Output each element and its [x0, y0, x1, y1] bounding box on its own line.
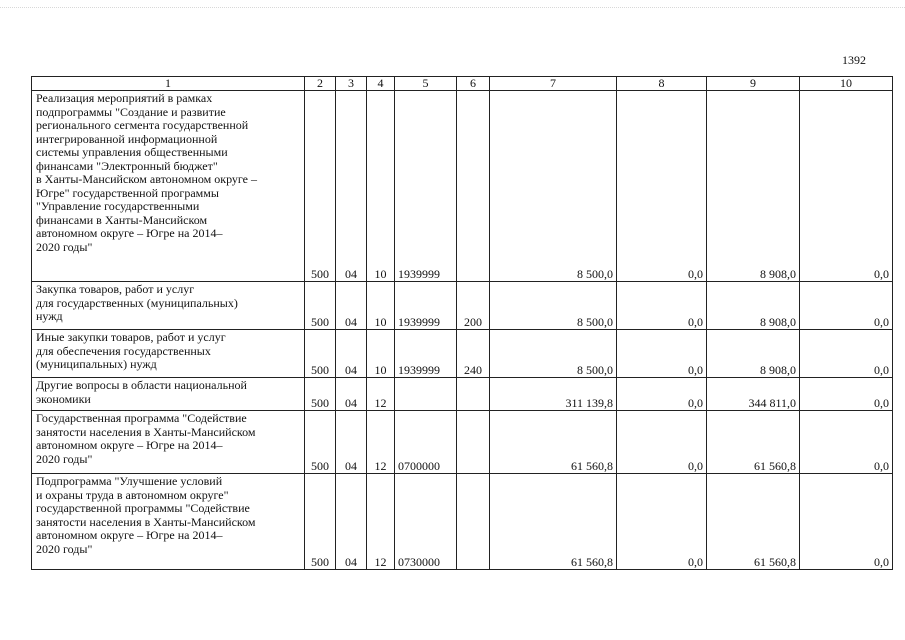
cell-c6 — [457, 378, 490, 411]
table-row — [32, 282, 893, 330]
column-header: 9 — [707, 77, 800, 91]
cell-c5: 1939999 — [395, 91, 457, 282]
cell-c4: 12 — [367, 411, 395, 474]
column-header: 3 — [336, 77, 367, 91]
cell-c9: 8 908,0 — [707, 91, 800, 282]
table-row — [32, 378, 893, 411]
column-header: 8 — [617, 77, 707, 91]
table-row — [32, 91, 893, 282]
cell-c9: 344 811,0 — [707, 378, 800, 411]
cell-c10: 0,0 — [800, 474, 893, 570]
cell-c2: 500 — [305, 91, 336, 282]
table-row — [32, 411, 893, 474]
cell-c7: 311 139,8 — [490, 378, 617, 411]
cell-c6: 240 — [457, 330, 490, 378]
cell-c5: 1939999 — [395, 330, 457, 378]
cell-c4: 12 — [367, 474, 395, 570]
cell-c6: 200 — [457, 282, 490, 330]
cell-c8: 0,0 — [617, 91, 707, 282]
cell-c8: 0,0 — [617, 378, 707, 411]
column-header: 1 — [32, 77, 305, 91]
cell-c5: 0730000 — [395, 474, 457, 570]
cell-c5: 0700000 — [395, 411, 457, 474]
column-header: 10 — [800, 77, 893, 91]
cell-c7: 61 560,8 — [490, 411, 617, 474]
cell-c4: 10 — [367, 91, 395, 282]
cell-c10: 0,0 — [800, 91, 893, 282]
cell-c7: 61 560,8 — [490, 474, 617, 570]
cell-c3: 04 — [336, 411, 367, 474]
cell-c6 — [457, 474, 490, 570]
cell-c8: 0,0 — [617, 474, 707, 570]
cell-c3: 04 — [336, 282, 367, 330]
cell-c10: 0,0 — [800, 378, 893, 411]
cell-c10: 0,0 — [800, 282, 893, 330]
cell-c3: 04 — [336, 474, 367, 570]
column-header: 4 — [367, 77, 395, 91]
cell-c4: 10 — [367, 330, 395, 378]
cell-c10: 0,0 — [800, 411, 893, 474]
column-header: 7 — [490, 77, 617, 91]
cell-c9: 61 560,8 — [707, 474, 800, 570]
cell-c3: 04 — [336, 330, 367, 378]
cell-c6 — [457, 91, 490, 282]
cell-c6 — [457, 411, 490, 474]
row-description: Иные закупки товаров, работ и услуг для обеспечения государственных (муниципальных) нужд — [32, 330, 305, 378]
row-description: Подпрограмма "Улучшение условий и охраны труда в автономном округе" государственной программы "Содействие занятости населения в Ханты-Мансийском автономном округе – Югре на 2014– 2020 годы" — [32, 474, 305, 570]
column-header: 6 — [457, 77, 490, 91]
row-description: Закупка товаров, работ и услуг для государственных (муниципальных) нужд — [32, 282, 305, 330]
table-row — [32, 474, 893, 570]
cell-c7: 8 500,0 — [490, 330, 617, 378]
cell-c9: 61 560,8 — [707, 411, 800, 474]
cell-c7: 8 500,0 — [490, 282, 617, 330]
cell-c2: 500 — [305, 330, 336, 378]
column-header: 2 — [305, 77, 336, 91]
cell-c2: 500 — [305, 282, 336, 330]
table-header-row — [32, 77, 893, 91]
table-row — [32, 330, 893, 378]
scan-artifact-line — [0, 7, 905, 9]
cell-c8: 0,0 — [617, 411, 707, 474]
row-description: Государственная программа "Содействие занятости населения в Ханты-Мансийском автономном округе – Югре на 2014– 2020 годы" — [32, 411, 305, 474]
cell-c3: 04 — [336, 378, 367, 411]
cell-c7: 8 500,0 — [490, 91, 617, 282]
budget-table — [31, 76, 893, 570]
cell-c5 — [395, 378, 457, 411]
cell-c2: 500 — [305, 411, 336, 474]
cell-c2: 500 — [305, 378, 336, 411]
cell-c4: 12 — [367, 378, 395, 411]
cell-c4: 10 — [367, 282, 395, 330]
column-header: 5 — [395, 77, 457, 91]
cell-c8: 0,0 — [617, 330, 707, 378]
cell-c8: 0,0 — [617, 282, 707, 330]
page-number: 1392 — [842, 53, 866, 67]
row-description: Другие вопросы в области национальной экономики — [32, 378, 305, 411]
cell-c9: 8 908,0 — [707, 330, 800, 378]
cell-c9: 8 908,0 — [707, 282, 800, 330]
cell-c10: 0,0 — [800, 330, 893, 378]
cell-c2: 500 — [305, 474, 336, 570]
cell-c5: 1939999 — [395, 282, 457, 330]
row-description: Реализация мероприятий в рамках подпрограммы "Создание и развитие регионального сегмента государственной интегрированной информационной системы управления общественными финансами "Электронный бюджет" в Ханты-Мансийском автономном округе – Югре" государственной программы "Управление государственными финансами в Ханты-Мансийском автономном округе – Югре на 2014– 2020 годы" — [32, 91, 305, 282]
cell-c3: 04 — [336, 91, 367, 282]
